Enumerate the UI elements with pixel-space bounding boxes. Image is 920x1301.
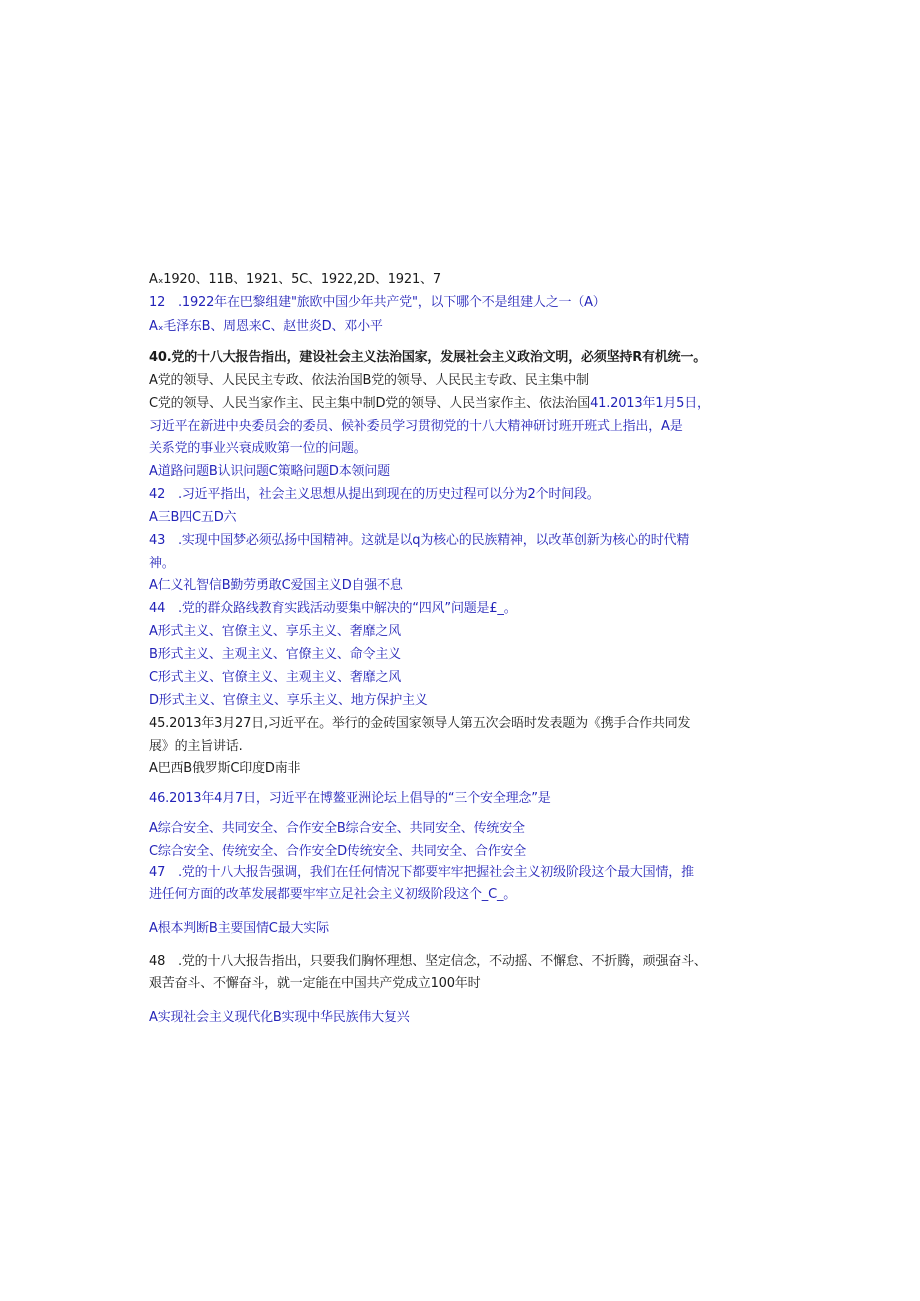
answer-options-line: C综合安全、传统安全、合作安全D传统安全、共同安全、合作安全 — [149, 844, 527, 859]
question-47-text: 进任何方面的改革发展都要牢牢立足社会主义初级阶段这个_C_。 — [149, 887, 517, 902]
answer-options-line: A根本判断B主要国情C最大实际 — [149, 921, 329, 936]
answer-options-line — [149, 395, 710, 413]
question-44: 44 .党的群众路线教育实践活动要集中解决的“四风”问题是£_。 — [149, 601, 517, 616]
question-41-text: 关系党的事业兴衰成败第一位的问题。 — [149, 441, 367, 456]
question-41-start: 41.2013年1月5日， — [590, 396, 710, 411]
question-48: 48 .党的十八大报告指出，只要我们胸怀理想、坚定信念，不动摇、不懈怠、不折腾，顽强奋斗、 — [149, 954, 707, 969]
answer-option: C形式主义、官僚主义、主观主义、奢靡之风 — [149, 670, 402, 685]
question-43-text: 神。 — [149, 556, 175, 571]
answer-option: A形式主义、官僚主义、享乐主义、奢靡之风 — [149, 624, 401, 639]
question-48-text: 艰苦奋斗、不懈奋斗，就一定能在中国共产党成立100年时 — [149, 976, 481, 991]
question-40: 40.党的十八大报告指出，建设社会主义法治国家，发展社会主义政治文明，必须坚持R有机统一。 — [149, 350, 707, 365]
answer-options-line: Aₓ毛泽东B、周恩来C、赵世炎D、邓小平 — [149, 319, 383, 334]
answer-options-line: Aₓ1920、11B、1921、5C、1922,2D、1921、7 — [149, 272, 441, 287]
question-45-text: 展》的主旨讲话. — [149, 739, 243, 754]
question-12: 12 .1922年在巴黎组建"旅欧中国少年共产党"，以下哪个不是组建人之一（A） — [149, 295, 606, 310]
question-46: 46.2013年4月7日，习近平在博鳌亚洲论坛上倡导的“三个安全理念”是 — [149, 791, 551, 806]
answer-options-line: A党的领导、人民民主专政、依法治国B党的领导、人民民主专政、民主集中制 — [149, 373, 589, 388]
question-47: 47 .党的十八大报告强调，我们在任何情况下都要牢牢把握社会主义初级阶段这个最大国情，推 — [149, 865, 694, 880]
answer-option: B形式主义、主观主义、官僚主义、命令主义 — [149, 647, 401, 662]
question-41-text: 习近平在新进中央委员会的委员、候补委员学习贯彻党的十八大精神研讨班开班式上指出，A是 — [149, 419, 683, 434]
answer-options-line: A巴西B俄罗斯C印度D南非 — [149, 761, 301, 776]
answer-options-line: A实现社会主义现代化B实现中华民族伟大复兴 — [149, 1010, 410, 1025]
answer-options-text: C党的领导、人民当家作主、民主集中制D党的领导、人民当家作主、依法治国 — [149, 396, 591, 411]
answer-options-line: A综合安全、共同安全、合作安全B综合安全、共同安全、传统安全 — [149, 821, 525, 836]
answer-option: D形式主义、官僚主义、享乐主义、地方保护主义 — [149, 693, 428, 708]
question-45: 45.2013年3月27日,习近平在。举行的金砖国家领导人第五次会晤时发表题为《携手合作共同发 — [149, 716, 691, 731]
question-43: 43 .实现中国梦必须弘扬中国精神。这就是以q为核心的民族精神，以改革创新为核心的时代精 — [149, 533, 690, 548]
question-42: 42 .习近平指出，社会主义思想从提出到现在的历史过程可以分为2个时间段。 — [149, 487, 600, 502]
answer-options-line: A三B四C五D六 — [149, 510, 237, 525]
answer-options-line: A仁义礼智信B勤劳勇敢C爱国主义D自强不息 — [149, 578, 403, 593]
answer-options-line: A道路问题B认识问题C策略问题D本领问题 — [149, 464, 390, 479]
